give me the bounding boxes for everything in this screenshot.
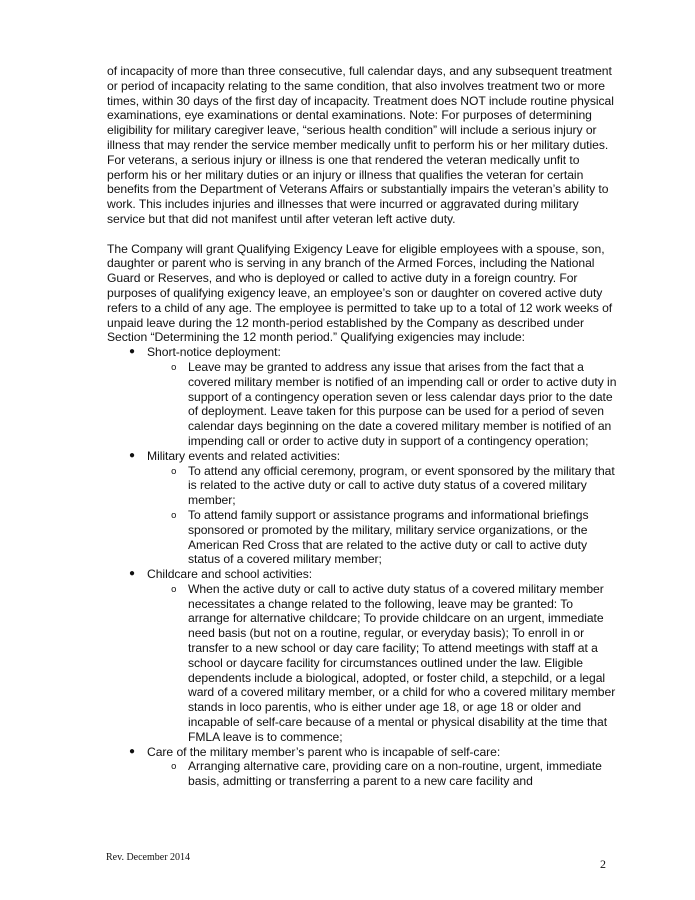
sub-item [147,759,617,789]
circle-bullet-icon: o [171,584,177,595]
bullet-item [107,449,617,567]
bullet-item [107,345,617,449]
bullet-dot-icon: ● [129,568,135,580]
sub-item-text: To attend family support or assistance programs and informational briefings sponsored or promoted by the military, military service organizations, or the American Red Cross that are related to the active duty or call to active duty status of a covered military member; [188,507,589,567]
bullet-label: Short-notice deployment: [147,345,281,360]
sub-item [147,508,617,567]
bullet-dot-icon: ● [129,745,135,757]
sub-item [147,360,617,449]
bullet-item [107,745,617,789]
sub-item [147,582,617,745]
bullet-dot-icon: ● [129,449,135,461]
qualifying-exigencies-list [107,345,617,789]
sub-list [147,582,617,745]
paragraph-serious-health-condition: of incapacity of more than three consecutive, full calendar days, and any subsequent treatment or period of incapacity relating to the same condition, that also involves treatment two or more times, within 30 days of the first day of incapacity. Treatment does NOT include routine physical examinations, eye examinations or dental examinations. Note: For purposes of determining eligibility for military caregiver leave, “serious health condition” will include a serious injury or illness that may render the service member medically unfit to perform his or her military duties. For veterans, a serious injury or illness is one that rendered the veteran medically unfit to perform his or her military duties or an injury or illness that qualifies the veteran for certain benefits from the Department of Veterans Affairs or substantially impairs the veteran’s ability to work. This includes injuries and illnesses that were incurred or aggravated during military service but that did not manifest until after veteran left active duty. [107,64,614,226]
sub-list [147,464,617,568]
footer-revision: Rev. December 2014 [106,852,191,863]
circle-bullet-icon: o [171,510,177,521]
sub-item [147,464,617,508]
page-number: 2 [600,857,606,871]
bullet-item [107,567,617,745]
circle-bullet-icon: o [171,466,177,477]
bullet-label: Childcare and school activities: [147,567,313,582]
sub-item-text: To attend any official ceremony, program, or event sponsored by the military that is related to the active duty or call to active duty status of a covered military member; [188,463,615,508]
bullet-dot-icon: ● [129,346,135,358]
circle-bullet-icon: o [171,362,177,373]
sub-item-text: Arranging alternative care, providing care on a non-routine, urgent, immediate basis, admitting or transferring a parent to a new care facility and [188,759,602,789]
sub-item-text: Leave may be granted to address any issue that arises from the fact that a covered military member is notified of an impending call or order to active duty in support of a contingency operation seven or less calendar days prior to the date of deployment. Leave taken for this purpose can be used for a period of seven calendar days beginning on the date a covered military member is notified of an impending call or order to active duty in support of a contingency operation; [188,359,617,448]
sub-list [147,759,617,789]
bullet-label: Military events and related activities: [147,448,341,463]
bullet-label: Care of the military member’s parent who is incapable of self-care: [147,744,501,759]
sub-list [147,360,617,449]
circle-bullet-icon: o [171,762,177,773]
sub-item-text: When the active duty or call to active duty status of a covered military member necessitates a change related to the following, leave may be granted: To arrange for alternative childcare; To provide childcare on an urgent, immediate need basis (but not on a routine, regular, or everyday basis); To enroll in or transfer to a new school or day care facility; To attend meetings with staff at a school or daycare facility for circumstances outlined under the law. Eligible dependents include a biological, adopted, or foster child, a stepchild, or a legal ward of a covered military member, or a child for who a covered military member stands in loco parentis, who is either under age 18, or age 18 or older and incapable of self-care because of a mental or physical disability at the time that FMLA leave is to commence; [188,581,616,744]
document-body [107,64,617,789]
paragraph-qualifying-exigency-leave: The Company will grant Qualifying Exigency Leave for eligible employees with a spouse, son, daughter or parent who is serving in any branch of the Armed Forces, including the National Guard or Reserves, and who is deployed or called to active duty in a foreign country. For purposes of qualifying exigency leave, an employee’s son or daughter on covered active duty refers to a child of any age. The employee is permitted to take up to a total of 12 work weeks of unpaid leave during the 12 month-period established by the Company as described under Section “Determining the 12 month period.” Qualifying exigencies may include: [107,241,613,345]
